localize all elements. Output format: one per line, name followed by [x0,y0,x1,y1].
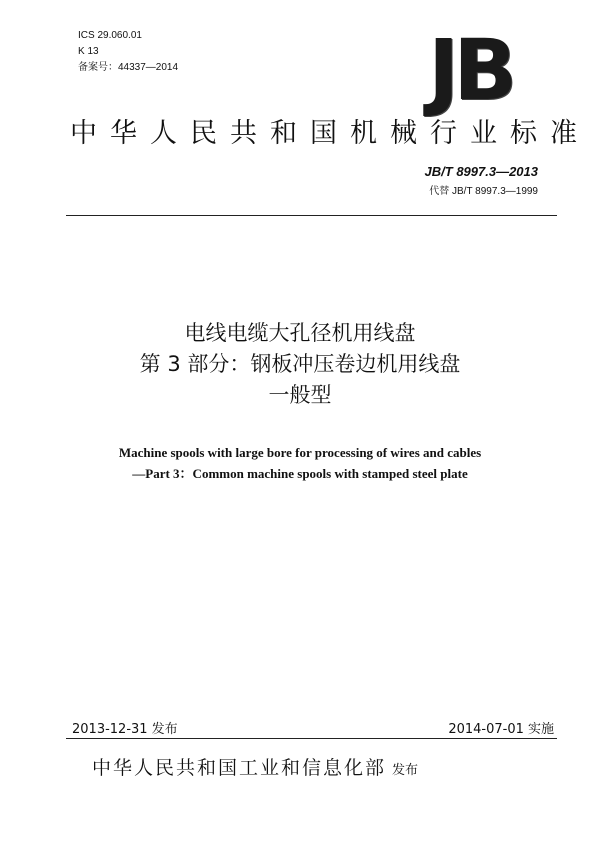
jb-logo: JB [428,21,512,119]
replaces-standard: 代替 JB/T 8997.3—1999 [429,186,538,197]
publisher-action: 发布 [392,763,419,778]
classification-code: K 13 [78,46,99,57]
bottom-divider [66,738,557,739]
implementation-date: 2014-07-01 实施 [448,722,554,737]
chinese-title [0,318,600,411]
chinese-title-line3: 一般型 [268,383,332,407]
top-divider [66,215,557,216]
english-title [0,442,600,484]
chinese-title-line2: 第 3 部分：钢板冲压卷边机用线盘 [139,352,461,376]
ics-code: ICS 29.060.01 [78,30,142,41]
issue-date: 2013-12-31 发布 [72,722,178,737]
publisher [92,753,418,780]
organization-title: 中华人民共和国机械行业标准 [70,118,590,149]
metadata-block [78,28,178,76]
record-number: 备案号：44337—2014 [78,62,179,73]
publisher-name: 中华人民共和国工业和信息化部 [92,757,387,779]
chinese-title-line1: 电线电缆大孔径机用线盘 [184,321,416,345]
standard-number: JB/T 8997.3—2013 [424,164,538,179]
english-title-line1: Machine spools with large bore for processing of wires and cables [118,445,482,460]
english-title-line2: —Part 3：Common machine spools with stamped steel plate [132,466,468,481]
